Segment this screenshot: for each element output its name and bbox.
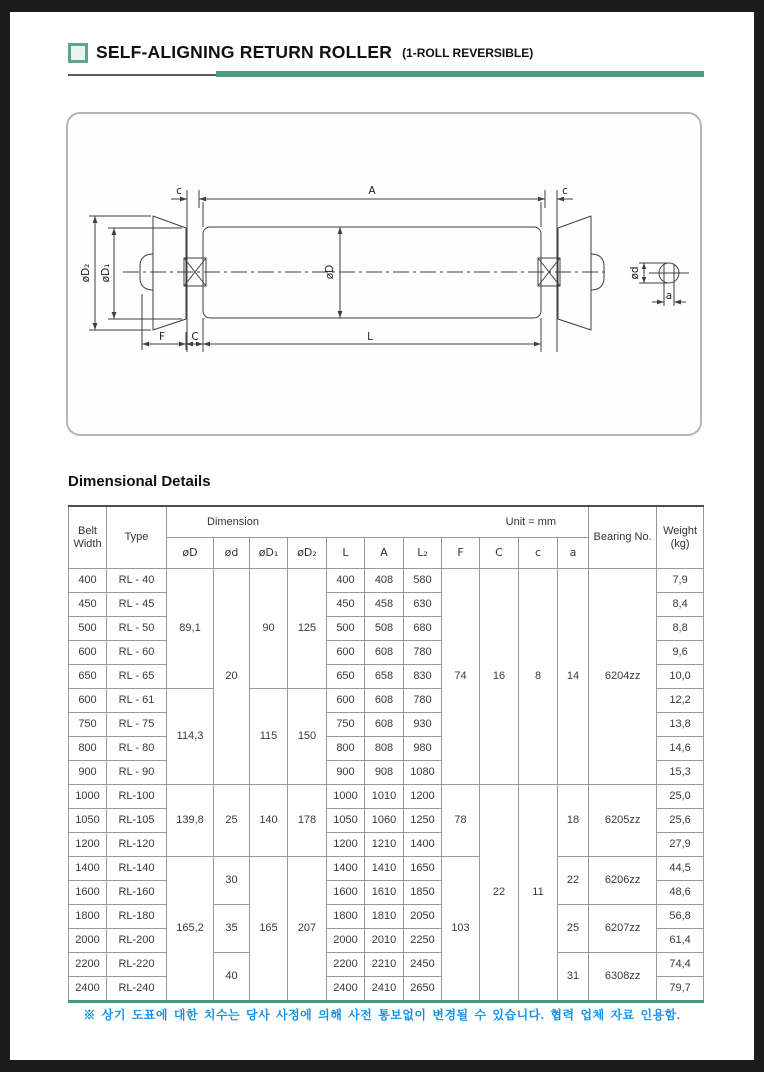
section-bullet-icon	[68, 43, 88, 63]
cell-L: 650	[327, 665, 365, 689]
cell-A: 2410	[365, 977, 404, 1002]
cell-weight: 25,6	[657, 809, 704, 833]
cell-weight: 12,2	[657, 689, 704, 713]
cell-weight: 48,6	[657, 881, 704, 905]
dim-label-c-left: c	[176, 185, 182, 197]
cell-type: RL - 40	[107, 569, 167, 593]
cell-F: 74	[442, 569, 480, 785]
cell-L: 1600	[327, 881, 365, 905]
cell-A: 808	[365, 737, 404, 761]
cell-a: 22	[558, 857, 589, 905]
col-A: A	[365, 538, 404, 569]
cell-belt: 1050	[69, 809, 107, 833]
cell-belt: 1200	[69, 833, 107, 857]
table-header	[69, 506, 704, 569]
cell-L2: 1850	[404, 881, 442, 905]
table-row	[69, 905, 704, 929]
cell-F: 78	[442, 785, 480, 857]
shaft-cross-section	[639, 263, 689, 306]
cell-L2: 980	[404, 737, 442, 761]
footnote: ※ 상기 도표에 대한 치수는 당사 사정에 의해 사전 통보없이 변경될 수 있습니다. 협력 업체 자료 인용함.	[83, 1008, 681, 1022]
dim-label-c-right: c	[562, 185, 568, 197]
cell-belt: 1600	[69, 881, 107, 905]
dim-label-dd: ød	[629, 266, 641, 280]
header-rule	[68, 71, 704, 78]
col-belt-width: Belt Width	[69, 506, 107, 569]
cell-L2: 580	[404, 569, 442, 593]
cell-dd: 40	[214, 953, 250, 1002]
cell-bearing: 6206zz	[589, 857, 657, 905]
cell-L: 1800	[327, 905, 365, 929]
cell-belt: 650	[69, 665, 107, 689]
cell-L2: 2250	[404, 929, 442, 953]
page-title: SELF-ALIGNING RETURN ROLLER	[96, 42, 393, 62]
cell-A: 1610	[365, 881, 404, 905]
cell-C: 16	[480, 569, 519, 785]
cell-belt: 750	[69, 713, 107, 737]
cell-L2: 780	[404, 689, 442, 713]
table-row	[69, 569, 704, 593]
cell-C: 22	[480, 785, 519, 1002]
cell-L: 500	[327, 617, 365, 641]
header-rule-thin	[68, 74, 216, 76]
cell-L: 1200	[327, 833, 365, 857]
cell-belt: 500	[69, 617, 107, 641]
cell-belt: 400	[69, 569, 107, 593]
cell-type: RL-140	[107, 857, 167, 881]
cell-weight: 27,9	[657, 833, 704, 857]
cell-type: RL-220	[107, 953, 167, 977]
cell-A: 508	[365, 617, 404, 641]
col-dD1: øD₁	[250, 538, 288, 569]
col-C: C	[480, 538, 519, 569]
cell-L2: 1080	[404, 761, 442, 785]
cell-L2: 2050	[404, 905, 442, 929]
col-dD2: øD₂	[288, 538, 327, 569]
cell-A: 608	[365, 689, 404, 713]
cell-dD1: 140	[250, 785, 288, 857]
cell-L2: 2450	[404, 953, 442, 977]
cell-weight: 56,8	[657, 905, 704, 929]
col-dD: øD	[167, 538, 214, 569]
cell-a: 18	[558, 785, 589, 857]
cell-L: 2200	[327, 953, 365, 977]
cell-L: 1050	[327, 809, 365, 833]
diagram-panel	[66, 112, 702, 436]
table-row	[69, 953, 704, 977]
cell-belt: 2200	[69, 953, 107, 977]
cell-c: 8	[519, 569, 558, 785]
dimensional-details-table	[68, 505, 704, 1003]
cell-bearing: 6207zz	[589, 905, 657, 953]
cell-weight: 15,3	[657, 761, 704, 785]
cell-weight: 7,9	[657, 569, 704, 593]
cell-weight: 9,6	[657, 641, 704, 665]
cell-L2: 780	[404, 641, 442, 665]
cell-A: 908	[365, 761, 404, 785]
col-weight: Weight (kg)	[657, 506, 704, 569]
cell-A: 1210	[365, 833, 404, 857]
cell-L: 400	[327, 569, 365, 593]
cell-weight: 14,6	[657, 737, 704, 761]
cell-L2: 630	[404, 593, 442, 617]
cell-L: 600	[327, 641, 365, 665]
cell-L: 450	[327, 593, 365, 617]
cell-dd: 20	[214, 569, 250, 785]
cell-type: RL - 90	[107, 761, 167, 785]
dim-label-dD: øD	[324, 264, 336, 280]
cell-L2: 1250	[404, 809, 442, 833]
cell-dD: 139,8	[167, 785, 214, 857]
cell-type: RL - 50	[107, 617, 167, 641]
left-shaft	[187, 202, 203, 352]
cell-a: 14	[558, 569, 589, 785]
cell-A: 1060	[365, 809, 404, 833]
cell-weight: 61,4	[657, 929, 704, 953]
cell-weight: 8,4	[657, 593, 704, 617]
cell-c: 11	[519, 785, 558, 1002]
cell-A: 408	[365, 569, 404, 593]
col-type: Type	[107, 506, 167, 569]
cell-A: 458	[365, 593, 404, 617]
cell-A: 608	[365, 713, 404, 737]
cell-dD: 89,1	[167, 569, 214, 689]
cell-belt: 1000	[69, 785, 107, 809]
cell-a: 31	[558, 953, 589, 1002]
cell-F: 103	[442, 857, 480, 1002]
dim-label-dD1: øD₁	[100, 263, 112, 283]
cell-L: 2400	[327, 977, 365, 1002]
cell-A: 1010	[365, 785, 404, 809]
cell-weight: 13,8	[657, 713, 704, 737]
cell-L2: 830	[404, 665, 442, 689]
cell-belt: 600	[69, 641, 107, 665]
left-cone	[140, 216, 186, 330]
dim-label-a: a	[665, 290, 673, 302]
cell-L: 800	[327, 737, 365, 761]
cell-bearing: 6205zz	[589, 785, 657, 857]
cell-L: 1000	[327, 785, 365, 809]
cell-A: 658	[365, 665, 404, 689]
page-title-suffix: (1-ROLL REVERSIBLE)	[402, 45, 534, 60]
col-L: L	[327, 538, 365, 569]
cell-weight: 74,4	[657, 953, 704, 977]
col-dimension-group	[167, 506, 589, 538]
cell-L: 2000	[327, 929, 365, 953]
cell-dd: 30	[214, 857, 250, 905]
cell-dD2: 178	[288, 785, 327, 857]
cell-dd: 25	[214, 785, 250, 857]
cell-type: RL - 75	[107, 713, 167, 737]
cell-type: RL - 80	[107, 737, 167, 761]
cell-type: RL - 61	[107, 689, 167, 713]
right-cone	[558, 216, 604, 330]
cell-L: 600	[327, 689, 365, 713]
cell-L2: 2650	[404, 977, 442, 1002]
dimension-group-label: Dimension	[207, 515, 259, 528]
cell-dD: 165,2	[167, 857, 214, 1002]
page	[10, 12, 754, 1060]
cell-weight: 8,8	[657, 617, 704, 641]
dim-label-L: L	[367, 331, 373, 343]
header-rule-accent	[216, 71, 704, 77]
col-dd: ød	[214, 538, 250, 569]
cell-bearing: 6308zz	[589, 953, 657, 1002]
cell-dD1: 90	[250, 569, 288, 689]
col-a: a	[558, 538, 589, 569]
cell-belt: 450	[69, 593, 107, 617]
cell-dd: 35	[214, 905, 250, 953]
cell-belt: 900	[69, 761, 107, 785]
cell-L2: 1200	[404, 785, 442, 809]
cell-belt: 1800	[69, 905, 107, 929]
cell-type: RL-180	[107, 905, 167, 929]
cell-A: 1410	[365, 857, 404, 881]
cell-L: 900	[327, 761, 365, 785]
cell-weight: 44,5	[657, 857, 704, 881]
cell-dD1: 115	[250, 689, 288, 785]
cell-type: RL-100	[107, 785, 167, 809]
cell-type: RL-240	[107, 977, 167, 1002]
cell-belt: 800	[69, 737, 107, 761]
roller-technical-drawing	[68, 114, 700, 434]
col-bearing-no: Bearing No.	[589, 506, 657, 569]
col-c: c	[519, 538, 558, 569]
dim-label-F: F	[158, 331, 166, 343]
cell-belt: 2400	[69, 977, 107, 1002]
cell-type: RL - 60	[107, 641, 167, 665]
cell-A: 608	[365, 641, 404, 665]
cell-weight: 79,7	[657, 977, 704, 1002]
col-F: F	[442, 538, 480, 569]
cell-A: 2210	[365, 953, 404, 977]
cell-A: 1810	[365, 905, 404, 929]
cell-bearing: 6204zz	[589, 569, 657, 785]
dimension-lines-bottom	[142, 294, 541, 350]
cell-type: RL-120	[107, 833, 167, 857]
cell-dD: 114,3	[167, 689, 214, 785]
cell-weight: 10,0	[657, 665, 704, 689]
dim-label-C: C	[191, 331, 199, 343]
cell-weight: 25,0	[657, 785, 704, 809]
cell-L2: 1650	[404, 857, 442, 881]
cell-type: RL-105	[107, 809, 167, 833]
cell-belt: 2000	[69, 929, 107, 953]
cell-type: RL-200	[107, 929, 167, 953]
cell-type: RL-160	[107, 881, 167, 905]
unit-label: Unit = mm	[505, 515, 557, 528]
dim-label-dD2: øD₂	[80, 263, 92, 283]
cell-L2: 1400	[404, 833, 442, 857]
cell-dD2: 207	[288, 857, 327, 1002]
cell-L2: 930	[404, 713, 442, 737]
cell-L: 1400	[327, 857, 365, 881]
table-row	[69, 857, 704, 881]
cell-type: RL - 45	[107, 593, 167, 617]
cell-belt: 600	[69, 689, 107, 713]
cell-L2: 680	[404, 617, 442, 641]
cell-dD2: 150	[288, 689, 327, 785]
page-header	[68, 42, 704, 63]
right-shaft	[541, 202, 557, 352]
cell-dD1: 165	[250, 857, 288, 1002]
section-heading: Dimensional Details	[68, 473, 211, 490]
table-row	[69, 785, 704, 809]
cell-dD2: 125	[288, 569, 327, 689]
cell-a: 25	[558, 905, 589, 953]
dim-label-A: A	[368, 185, 376, 197]
cell-belt: 1400	[69, 857, 107, 881]
cell-A: 2010	[365, 929, 404, 953]
cell-type: RL - 65	[107, 665, 167, 689]
col-L2: L₂	[404, 538, 442, 569]
cell-L: 750	[327, 713, 365, 737]
